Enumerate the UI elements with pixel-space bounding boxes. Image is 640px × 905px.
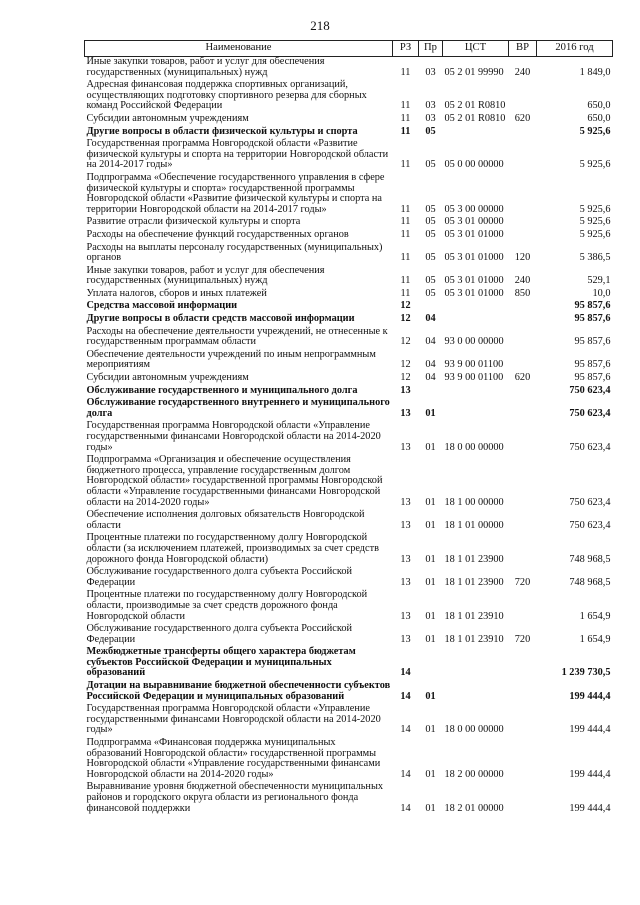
cell-sum: 1 239 730,5 [561, 667, 611, 679]
cell-cst: 05 3 01 00000 [444, 216, 504, 228]
cell-vr [509, 80, 537, 114]
cell-cst: 05 3 00 00000 [444, 203, 504, 215]
cell-pr: 01 [425, 633, 436, 645]
cell-name: Государственная программа Новгородской области «Управление государственными финансами Новгородской области на 2014-2020 годы» [86, 420, 381, 453]
cell-pr: 01 [425, 496, 436, 508]
cell-vr: 850 [514, 287, 531, 299]
cell-name: Процентные платежи по государственному долгу Новгородской области (за исключением платежей, производимых за счет средств дорожного фонда Новгородской области) [86, 532, 379, 565]
cell-rz: 12 [400, 359, 411, 371]
cell-sum: 650,0 [587, 112, 611, 124]
table-row [85, 114, 613, 127]
cell-sum: 5 925,6 [579, 216, 611, 228]
cell-name: Обслуживание государственного и муниципального долга [86, 384, 358, 396]
cell-cst: 18 1 00 00000 [444, 496, 504, 508]
table-row [85, 327, 613, 350]
cell-rz: 11 [400, 66, 411, 78]
cell-rz: 12 [400, 300, 411, 312]
table-row [85, 173, 613, 217]
cell-vr [509, 647, 537, 681]
cell-vr [509, 533, 537, 567]
cell-cst: 18 1 01 00000 [444, 519, 504, 531]
table-row [85, 567, 613, 590]
cell-rz: 13 [400, 519, 411, 531]
cell-pr: 05 [425, 125, 436, 137]
cell-pr: 01 [425, 441, 436, 453]
table-row [85, 704, 613, 738]
cell-name: Государственная программа Новгородской области «Развитие физической культуры и спорта на территории Новгородской области на 2014-2017 годы» [86, 138, 389, 171]
cell-name: Средства массовой информации [86, 300, 238, 312]
cell-cst [443, 314, 509, 327]
cell-pr: 01 [425, 610, 436, 622]
cell-rz: 14 [400, 667, 411, 679]
cell-cst [443, 127, 509, 140]
cell-sum: 750 623,4 [569, 441, 611, 453]
cell-pr [419, 647, 443, 681]
cell-sum: 199 444,4 [569, 802, 611, 814]
cell-pr: 04 [425, 313, 436, 325]
cell-name: Обслуживание государственного внутреннего и муниципального долга [86, 397, 390, 419]
cell-sum: 650,0 [587, 100, 611, 112]
cell-sum: 95 857,6 [574, 372, 611, 384]
cell-pr: 01 [425, 802, 436, 814]
cell-name: Подпрограмма «Обеспечение государственного управления в сфере физической культуры и спорта» государственной программы Новгородской области «Развитие физической культуры и спорта на территории Новгородской области на 2014-2017 годы» [86, 171, 385, 215]
cell-cst: 93 0 00 00000 [444, 336, 504, 348]
cell-name: Процентные платежи по государственному долгу Новгородской области, производимые за счет средств дорожного фонда Новгородской области [86, 589, 368, 622]
cell-vr [509, 301, 537, 314]
cell-vr [509, 386, 537, 399]
cell-name: Выравнивание уровня бюджетной обеспеченности муниципальных районов и городского округа области из регионального фонда финансовой поддержки [86, 781, 384, 814]
cell-rz: 13 [400, 407, 411, 419]
cell-pr: 05 [425, 275, 436, 287]
cell-name: Межбюджетные трансферты общего характера бюджетам субъектов Российской Федерации и муниципальных образований [86, 646, 356, 679]
table-row [85, 266, 613, 289]
cell-cst: 18 0 00 00000 [444, 441, 504, 453]
cell-vr: 240 [514, 66, 531, 78]
cell-sum: 5 925,6 [579, 159, 611, 171]
cell-pr: 04 [425, 359, 436, 371]
cell-cst: 18 1 01 23900 [444, 576, 504, 588]
cell-sum: 5 925,6 [579, 228, 611, 240]
cell-sum: 95 857,6 [574, 300, 611, 312]
cell-vr [509, 421, 537, 455]
cell-cst: 18 1 01 23910 [444, 633, 504, 645]
cell-cst: 05 3 01 01000 [444, 228, 504, 240]
cell-vr: 720 [514, 633, 531, 645]
cell-cst: 93 9 00 01100 [444, 372, 504, 384]
cell-sum: 1 849,0 [579, 66, 611, 78]
cell-name: Другие вопросы в области физической культуры и спорта [86, 125, 358, 137]
cell-rz: 13 [400, 384, 411, 396]
cell-sum: 1 654,9 [579, 610, 611, 622]
table-row [85, 782, 613, 816]
cell-cst: 18 2 01 00000 [444, 802, 504, 814]
cell-rz: 14 [400, 724, 411, 736]
cell-pr: 05 [425, 228, 436, 240]
cell-sum: 199 444,4 [569, 690, 611, 702]
cell-vr: 620 [514, 112, 531, 124]
table-row [85, 398, 613, 421]
cell-vr: 120 [514, 252, 531, 264]
cell-name: Расходы на обеспечение деятельности учреждений, не отнесенные к государственным программам области [86, 325, 388, 348]
cell-sum: 95 857,6 [574, 336, 611, 348]
cell-pr: 04 [425, 372, 436, 384]
cell-rz: 11 [400, 228, 411, 240]
cell-sum: 199 444,4 [569, 768, 611, 780]
cell-vr [509, 350, 537, 373]
table-row [85, 624, 613, 647]
cell-pr: 03 [425, 66, 436, 78]
cell-cst [443, 398, 509, 421]
cell-cst [443, 301, 509, 314]
cell-name: Расходы на выплаты персоналу государственных (муниципальных) органов [86, 241, 383, 264]
cell-rz: 11 [400, 125, 411, 137]
table-row [85, 230, 613, 243]
cell-pr: 05 [425, 216, 436, 228]
cell-rz: 11 [400, 159, 411, 171]
cell-name: Подпрограмма «Организация и обеспечение осуществления бюджетного процесса, управление государственным долгом Новгородской области» государственной программы Новгородской области «Управление государственными финансами Новгородской области на 2014-2020 годы» [86, 454, 383, 508]
cell-sum: 748 968,5 [569, 576, 611, 588]
table-row [85, 510, 613, 533]
cell-sum: 1 654,9 [579, 633, 611, 645]
table-row [85, 80, 613, 114]
cell-rz: 13 [400, 496, 411, 508]
cell-vr [509, 590, 537, 624]
cell-rz: 14 [400, 802, 411, 814]
cell-pr [419, 386, 443, 399]
cell-vr [509, 327, 537, 350]
cell-vr [509, 738, 537, 782]
cell-vr [509, 398, 537, 421]
cell-sum: 5 925,6 [579, 125, 611, 137]
cell-name: Субсидии автономным учреждениям [86, 372, 249, 384]
cell-rz: 13 [400, 633, 411, 645]
header-pr: Пр [419, 41, 443, 57]
cell-name: Обеспечение деятельности учреждений по иным непрограммным мероприятиям [86, 348, 376, 371]
cell-pr: 05 [425, 252, 436, 264]
page-number: 218 [310, 18, 330, 33]
cell-cst: 05 3 01 01000 [444, 252, 504, 264]
cell-cst: 05 0 00 00000 [444, 159, 504, 171]
cell-sum: 750 623,4 [569, 519, 611, 531]
cell-cst: 18 1 01 23900 [444, 553, 504, 565]
cell-vr [509, 173, 537, 217]
cell-name: Подпрограмма «Финансовая поддержка муниципальных образований Новгородской области» государственной программы Новгородской области «Управление государственными финансами Новгородской области на 2014-2020 годы» [86, 737, 381, 780]
table-header [85, 41, 613, 57]
header-rz: РЗ [393, 41, 419, 57]
table-row [85, 738, 613, 782]
cell-pr: 01 [425, 768, 436, 780]
cell-sum: 199 444,4 [569, 724, 611, 736]
cell-rz: 11 [400, 275, 411, 287]
table-row [85, 314, 613, 327]
table-row [85, 243, 613, 266]
cell-name: Обслуживание государственного долга субъекта Российской Федерации [86, 623, 353, 645]
table-row [85, 647, 613, 681]
cell-pr: 03 [425, 100, 436, 112]
cell-sum: 5 386,5 [579, 252, 611, 264]
cell-vr [509, 704, 537, 738]
cell-name: Уплата налогов, сборов и иных платежей [86, 287, 267, 299]
cell-rz: 12 [400, 313, 411, 325]
cell-name: Дотации на выравнивание бюджетной обеспеченности субъектов Российской Федерации и муниципальных образований [86, 680, 391, 702]
cell-sum: 95 857,6 [574, 313, 611, 325]
cell-name: Субсидии автономным учреждениям [86, 112, 249, 124]
cell-pr: 05 [425, 159, 436, 171]
cell-rz: 13 [400, 441, 411, 453]
cell-cst: 05 3 01 01000 [444, 287, 504, 299]
cell-cst [443, 386, 509, 399]
cell-name: Иные закупки товаров, работ и услуг для обеспечения государственных (муниципальных) нужд [86, 56, 325, 78]
cell-sum: 750 623,4 [569, 496, 611, 508]
cell-sum: 95 857,6 [574, 359, 611, 371]
cell-vr [509, 782, 537, 816]
header-cst: ЦСТ [443, 41, 509, 57]
cell-vr [509, 127, 537, 140]
cell-cst: 18 1 01 23910 [444, 610, 504, 622]
cell-rz: 11 [400, 203, 411, 215]
cell-vr: 620 [514, 372, 531, 384]
cell-cst: 18 0 00 00000 [444, 724, 504, 736]
cell-rz: 11 [400, 216, 411, 228]
table-row [85, 139, 613, 173]
cell-vr: 720 [514, 576, 531, 588]
cell-pr: 01 [425, 690, 436, 702]
table-body [85, 57, 613, 817]
cell-pr: 01 [425, 724, 436, 736]
cell-sum: 10,0 [592, 287, 611, 299]
cell-rz: 14 [400, 690, 411, 702]
header-sum: 2016 год [537, 41, 613, 57]
cell-rz: 12 [400, 372, 411, 384]
cell-name: Иные закупки товаров, работ и услуг для обеспечения государственных (муниципальных) нужд [86, 264, 325, 287]
table-row [85, 350, 613, 373]
cell-name: Другие вопросы в области средств массовой информации [86, 313, 355, 325]
cell-sum: 5 925,6 [579, 203, 611, 215]
cell-rz: 12 [400, 336, 411, 348]
cell-name: Государственная программа Новгородской области «Управление государственными финансами Новгородской области на 2014-2020 годы» [86, 703, 381, 736]
table-row [85, 681, 613, 704]
cell-cst [443, 681, 509, 704]
cell-vr [509, 314, 537, 327]
cell-sum: 750 623,4 [569, 407, 611, 419]
cell-rz: 11 [400, 100, 411, 112]
cell-name: Адресная финансовая поддержка спортивных организаций, осуществляющих подготовку спортивного резерва для сборных команд Российской Федерации [86, 79, 367, 112]
cell-rz: 11 [400, 252, 411, 264]
table-row [85, 590, 613, 624]
table-row [85, 57, 613, 81]
cell-rz: 13 [400, 553, 411, 565]
cell-cst: 05 3 01 01000 [444, 275, 504, 287]
cell-name: Расходы на обеспечение функций государственных органов [86, 228, 349, 240]
cell-vr [509, 139, 537, 173]
cell-cst: 05 2 01 R0810 [444, 100, 506, 112]
cell-vr [509, 510, 537, 533]
cell-sum: 750 623,4 [569, 384, 611, 396]
cell-pr: 05 [425, 287, 436, 299]
table-row [85, 421, 613, 455]
cell-rz: 11 [400, 112, 411, 124]
cell-rz: 13 [400, 610, 411, 622]
cell-cst: 05 2 01 99990 [444, 66, 504, 78]
cell-rz: 14 [400, 768, 411, 780]
cell-cst [443, 647, 509, 681]
cell-pr: 01 [425, 519, 436, 531]
cell-cst: 05 2 01 R0810 [444, 112, 506, 124]
cell-vr [509, 217, 537, 230]
table-row [85, 533, 613, 567]
cell-cst: 93 9 00 01100 [444, 359, 504, 371]
cell-pr: 01 [425, 576, 436, 588]
cell-vr [509, 455, 537, 510]
header-name: Наименование [85, 41, 393, 57]
cell-pr: 03 [425, 112, 436, 124]
cell-pr: 01 [425, 553, 436, 565]
cell-vr [509, 230, 537, 243]
cell-rz: 11 [400, 287, 411, 299]
cell-name: Развитие отрасли физической культуры и спорта [86, 216, 301, 228]
cell-pr: 04 [425, 336, 436, 348]
table-row [85, 455, 613, 510]
header-row [85, 41, 613, 57]
cell-sum: 529,1 [587, 275, 611, 287]
budget-table [84, 40, 613, 816]
cell-vr [509, 681, 537, 704]
cell-vr: 240 [514, 275, 531, 287]
cell-rz: 13 [400, 576, 411, 588]
cell-name: Обслуживание государственного долга субъекта Российской Федерации [86, 566, 353, 588]
cell-pr: 05 [425, 203, 436, 215]
cell-sum: 748 968,5 [569, 553, 611, 565]
cell-cst: 18 2 00 00000 [444, 768, 504, 780]
table-row [85, 373, 613, 386]
cell-name: Обеспечение исполнения долговых обязательств Новгородской области [86, 509, 365, 531]
cell-pr: 01 [425, 407, 436, 419]
header-vr: ВР [509, 41, 537, 57]
